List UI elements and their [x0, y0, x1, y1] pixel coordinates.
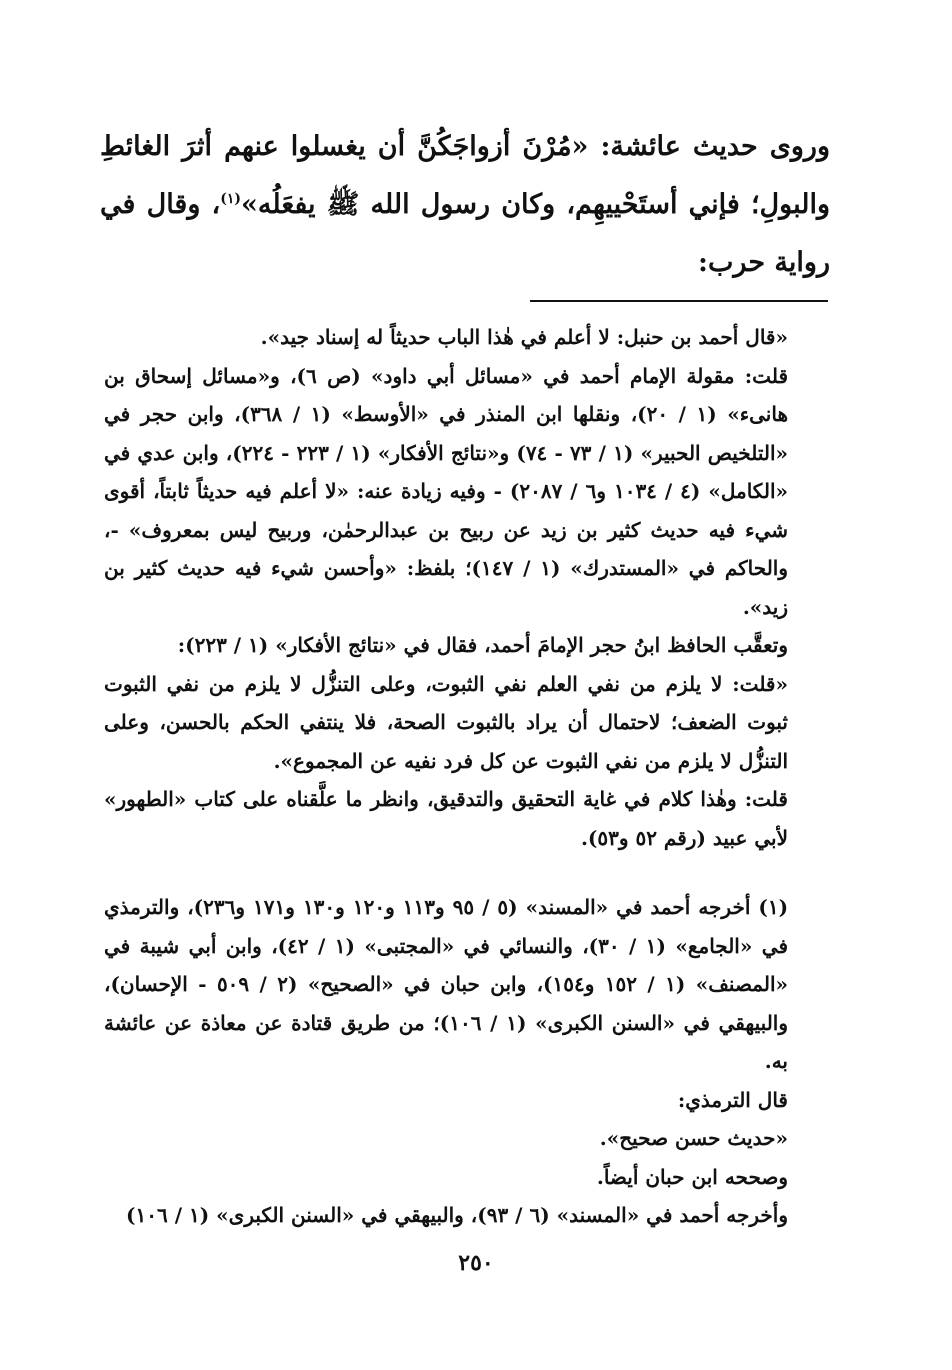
footnote-paragraph: قلت: مقولة الإمام أحمد في «مسائل أبي داود» (ص ٦)، و«مسائل إسحاق بن هانىء» (١ / ٢٠)، ونقلها ابن المنذر في «الأوسط» (١ / ٣٦٨)، وابن حجر في «التلخيص الحبير» (١ / ٧٣ - ٧٤) و«نتائج الأفكار» (١ / ٢٢٣ - ٢٢٤)، وابن عدي في «الكامل» (٤ / ١٠٣٤ و٦ / ٢٠٨٧) - وفيه زيادة عنه: «لا أعلم فيه حديثاً ثابتاً، أقوى شيء فيه حديث كثير بن زيد عن ربيح بن عبدالرحمٰن، وربيح ليس بمعروف» -، والحاكم في «المستدرك» (١ / ١٤٧)؛ بلفظ: «وأحسن شيء فيه حديث كثير بن زيد». — [104, 363, 789, 619]
footnote-1 — [104, 888, 830, 1235]
footnote-paragraph: وتعقَّب الحافظ ابنُ حجر الإمامَ أحمد، فقال في «نتائج الأفكار» (١ / ٢٢٣): — [177, 633, 788, 657]
main-paragraph-text: وروى حديث عائشة: «مُرْنَ أزواجَكُنَّ أن يغسلوا عنهم أثرَ الغائطِ والبولِ؛ فإني أستَحْييهِم، وكان رسول الله ﷺ يفعَلُه» — [100, 131, 831, 220]
main-text — [100, 118, 830, 292]
footnote-1-paragraph: وصححه ابن حبان أيضاً. — [596, 1164, 788, 1189]
footnote-1-paragraph: «حديث حسن صحيح». — [599, 1126, 788, 1150]
main-paragraph — [100, 118, 830, 292]
footnote-paragraph: «قلت: لا يلزم من نفي العلم نفي الثبوت، وعلى التنزُّل لا يلزم من نفي الثبوت ثبوت الضعف؛ لاحتمال أن يراد بالثبوت الصحة، فلا ينتفي الحكم بالحسن، وعلى التنزُّل لا يلزم من نفي الثبوت عن كل فرد نفيه عن المجموع». — [104, 671, 788, 773]
footnotes-continued — [104, 318, 830, 857]
footnote-1-paragraph: وأخرجه أحمد في «المسند» (٦ / ٩٣)، والبيهقي في «السنن الكبرى» (١ / ١٠٦) — [126, 1203, 788, 1227]
footnote-divider — [530, 300, 828, 302]
footnote-1-paragraph: (١) أخرجه أحمد في «المسند» (٥ / ٩٥ و١١٣ و١٢٠ و١٣٠ و١٧١ و٢٣٦)، والترمذي في «الجامع» (١ / ٣٠)، والنسائي في «المجتبى» (١ / ٤٢)، وابن أبي شيبة في «المصنف» (١ / ١٥٢ و١٥٤)، وابن حبان في «الصحيح» (٢ / ٥٠٩ - الإحسان)، والبيهقي في «السنن الكبرى» (١ / ١٠٦)؛ من طريق قتادة عن معاذة عن عائشة به. — [104, 895, 789, 1073]
page-number: ٢٥٠ — [458, 1250, 494, 1276]
footnote-paragraph: «قال أحمد بن حنبل: لا أعلم في هٰذا الباب حديثاً له إسناد جيد». — [260, 325, 788, 349]
main-paragraph-end: ، وقال في رواية حرب: — [100, 189, 830, 278]
footnote-1-paragraph: قال الترمذي: — [677, 1087, 788, 1112]
footnote-paragraph: قلت: وهٰذا كلام في غاية التحقيق والتدقيق، وانظر ما علَّقناه على كتاب «الطهور» لأبي عبيد (رقم ٥٢ و٥٣). — [104, 787, 788, 850]
footnote-reference: (١) — [220, 191, 242, 207]
